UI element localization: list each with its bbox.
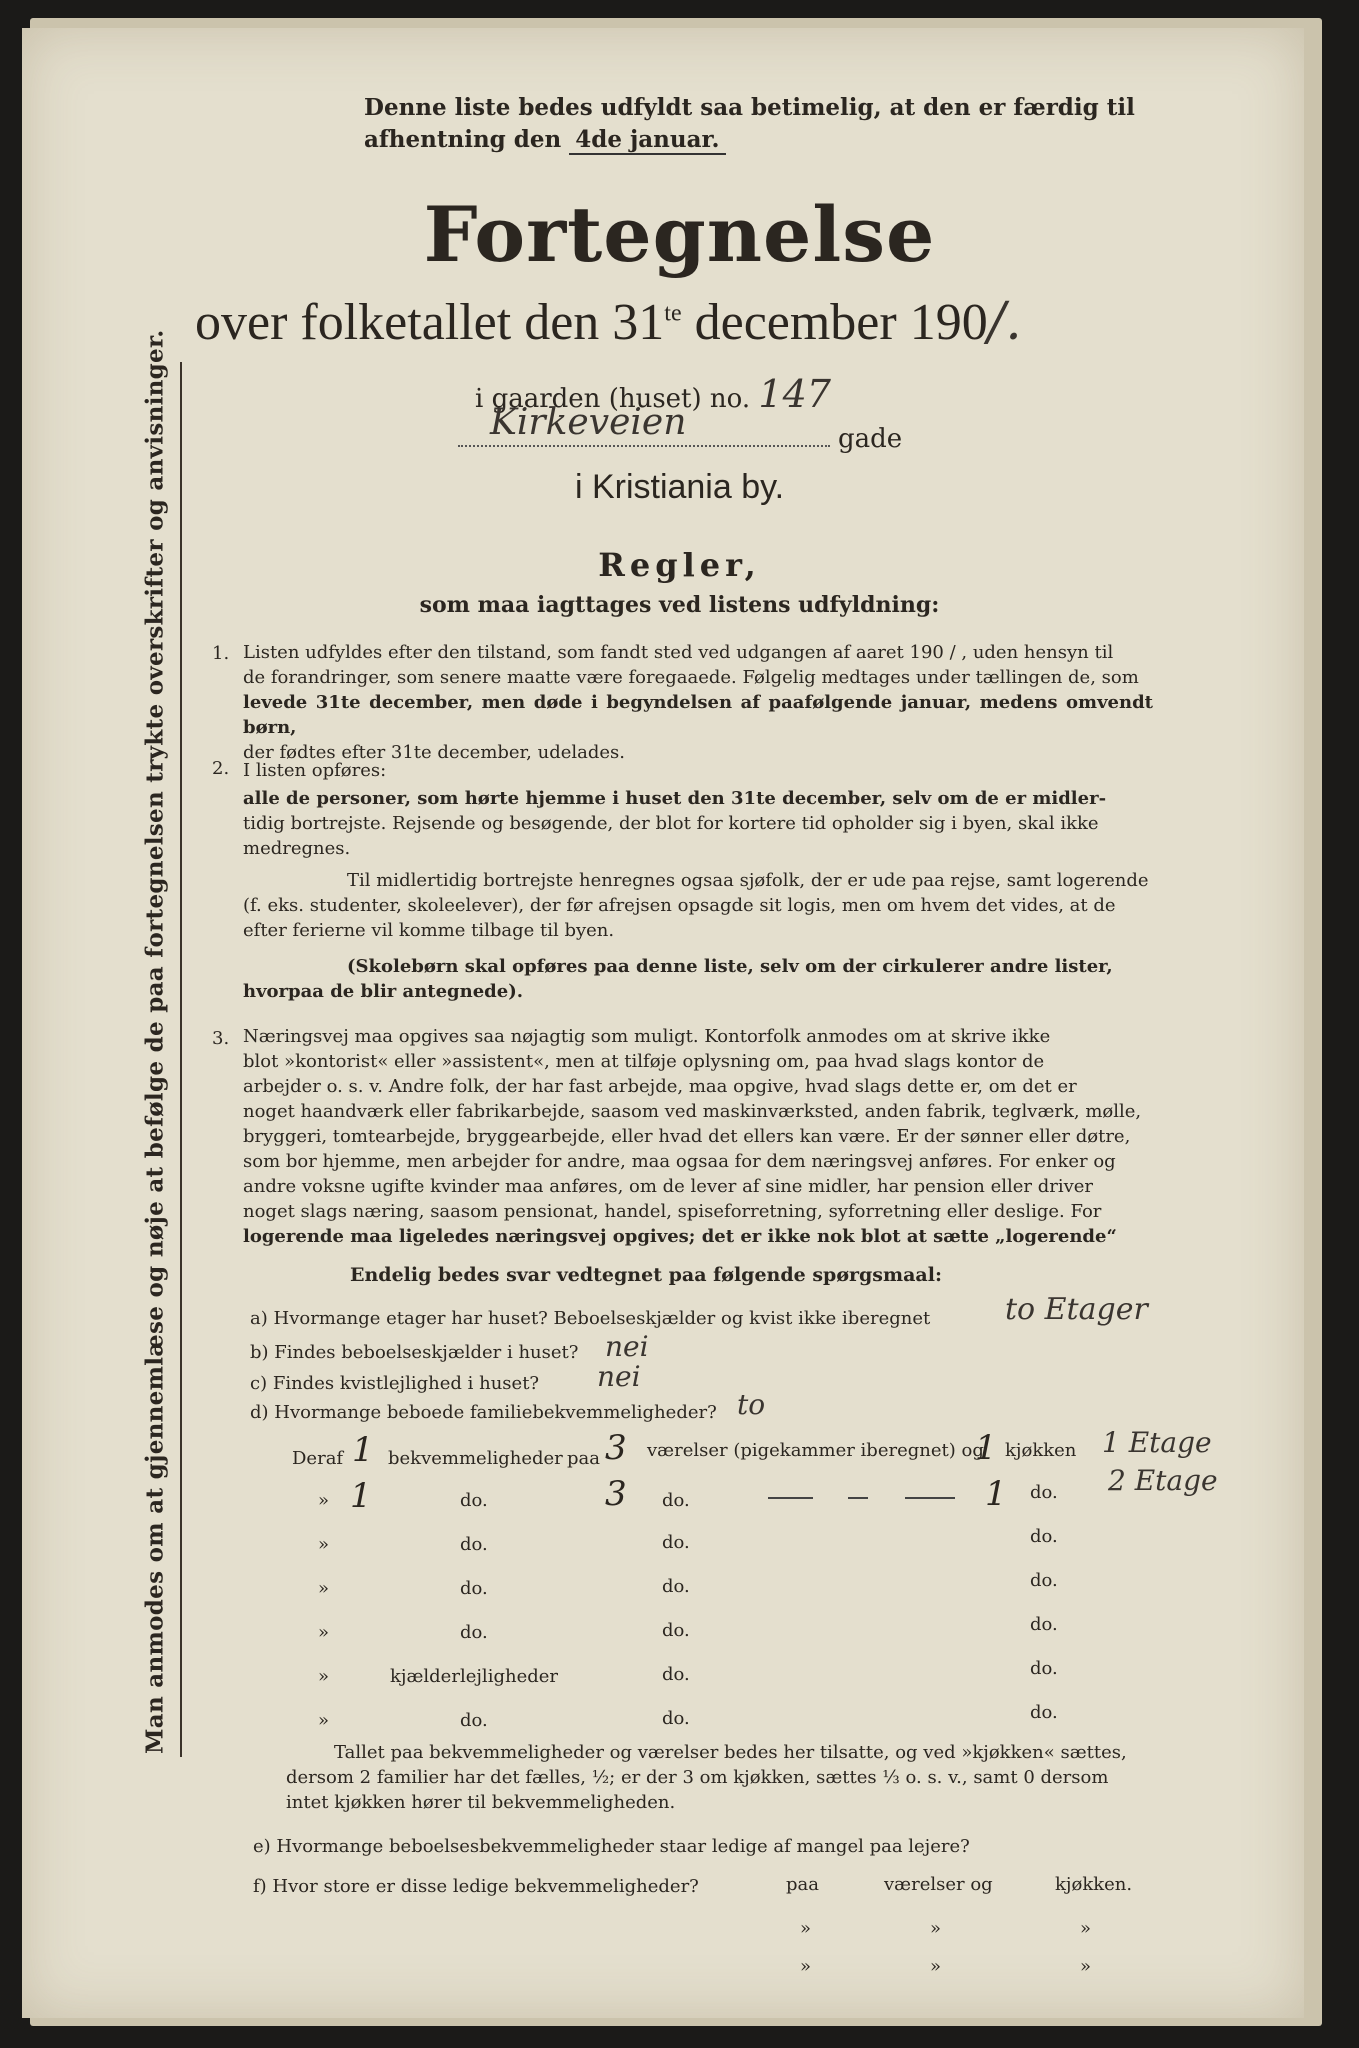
row2-count: 1 — [350, 1476, 372, 1516]
question-e-text: Hvormange beboelsesbekvemmeligheder staar ledige af mangel paa lejere? — [276, 1836, 970, 1857]
question-c-label: c) — [250, 1373, 268, 1394]
rule2-intro: I listen opføres: — [243, 760, 387, 781]
rules-heading: Regler, — [598, 546, 761, 584]
row-quote: » — [800, 1956, 812, 1977]
tallet-text — [286, 1740, 1161, 1815]
rule2-line: medregnes. — [243, 838, 351, 859]
deraf-label: Deraf — [292, 1448, 344, 1469]
row-do: do. — [460, 1710, 488, 1731]
question-a — [250, 1308, 930, 1329]
question-e-label: e) — [253, 1836, 271, 1857]
row-quote: » — [930, 1918, 942, 1939]
street-dotted-line — [458, 445, 830, 447]
row-quote: » — [318, 1534, 330, 1555]
tallet-line: dersom 2 familier har det fælles, ½; er der 3 om kjøkken, sættes ⅓ o. s. v., samt 0 dersom — [286, 1767, 1109, 1788]
row-do: do. — [662, 1708, 690, 1729]
rule3-line: blot »kontorist« eller »assistent«, men at tilføje oplysning om, paa hvad slags kontor de — [243, 1051, 1045, 1072]
rule2-para3-line: (Skolebørn skal opføres paa denne liste, selv om der cirkulerer andre lister, — [347, 956, 1113, 977]
question-d-answer: to — [737, 1388, 766, 1421]
row-quote: » — [318, 1578, 330, 1599]
question-b-text: Findes beboelseskjælder i huset? — [274, 1342, 579, 1363]
rule2-para2-line: efter ferierne vil komme tilbage til byen. — [243, 920, 615, 941]
rules-subheading: som maa iagttages ved listens udfyldning: — [419, 592, 940, 618]
row1-count: 1 — [352, 1430, 374, 1470]
row-do: do. — [1030, 1658, 1058, 1679]
rule3-line: som bor hjemme, men arbejder for andre, maa ogsaa for dem næringsvej anføres. For enker og — [243, 1151, 1116, 1172]
row-quote: » — [318, 1666, 330, 1687]
row2-dash — [768, 1497, 813, 1499]
row-do: do. — [460, 1622, 488, 1643]
question-f — [253, 1876, 699, 1897]
rule2-para3-line: hvorpaa de blir antegnede). — [243, 981, 523, 1002]
vaerelser-label: værelser (pigekammer iberegnet) og — [647, 1440, 984, 1461]
row-do: do. — [1030, 1526, 1058, 1547]
rule1-number: 1. — [212, 643, 230, 664]
row2-dash — [848, 1497, 868, 1499]
row2-note: 2 Etage — [1108, 1464, 1218, 1497]
rule2-para2-line: Til midlertidig bortrejste henregnes ogsaa sjøfolk, der er ude paa rejse, samt logerende — [347, 870, 1149, 891]
gaarden-label: i gaarden (huset) no. — [475, 384, 751, 414]
row-quote: » — [930, 1956, 942, 1977]
question-e — [253, 1836, 970, 1857]
rule3-line: andre voksne ugifte kvinder maa anføres, om de lever af sine midler, har pension eller driver — [243, 1176, 1094, 1197]
row-quote: » — [318, 1622, 330, 1643]
question-b-label: b) — [250, 1342, 269, 1363]
rule3-line: arbejder o. s. v. Andre folk, der har fast arbejde, maa opgive, hvad slags dette er, om det er — [243, 1076, 1077, 1097]
tallet-line: intet kjøkken hører til bekvemmeligheden. — [286, 1792, 676, 1813]
question-d-label: d) — [250, 1402, 269, 1423]
row2-do1: do. — [460, 1490, 488, 1511]
question-c-text: Findes kvistlejlighed i huset? — [272, 1373, 540, 1394]
row-quote: » — [318, 1710, 330, 1731]
sidebar-text: Man anmodes om at gjennemlæse og nøje at befølge de paa fortegnelsen trykte overskrifter og anvisninger. — [141, 329, 169, 1754]
rule3-text — [243, 1024, 1153, 1249]
rule2-line: tidig bortrejste. Rejsende og besøgende, der blot for kortere tid opholder sig i byen, skal ikke — [243, 813, 1099, 834]
notice-line2-prefix: afhentning den — [364, 126, 562, 153]
rule3-line: bryggeri, tomtearbejde, bryggearbejde, eller hvad det ellers kan være. Er der sønner eller døtre, — [243, 1126, 1131, 1147]
notice-line2 — [364, 124, 1135, 156]
row2-do3: do. — [1030, 1482, 1058, 1503]
row-do: do. — [1030, 1614, 1058, 1635]
question-f-label: f) — [253, 1876, 267, 1897]
page-subtitle — [195, 292, 1022, 352]
rule1-line: Listen udfyldes efter den tilstand, som fandt sted ved udgangen af aaret 190 / , uden hensyn til — [243, 642, 1114, 663]
house-number-handwritten: 147 — [758, 372, 831, 416]
question-a-label: a) — [250, 1308, 268, 1329]
rule1-line: levede 31te december, men døde i begyndelsen af paafølgende januar, medens omvendt børn, — [243, 692, 1153, 738]
tallet-line: Tallet paa bekvemmeligheder og værelser bedes her tilsatte, og ved »kjøkken« sættes, — [334, 1742, 1127, 1763]
question-c — [250, 1373, 539, 1394]
question-f-text: Hvor store er disse ledige bekvemmeligheder? — [272, 1876, 699, 1897]
row-do: do. — [460, 1578, 488, 1599]
row2-dash — [905, 1497, 955, 1499]
kjaelder-label: kjælderlejligheder — [390, 1666, 558, 1687]
row-do: do. — [460, 1534, 488, 1555]
question-f-vaerelser: værelser og — [884, 1874, 993, 1895]
rule2-para2 — [243, 868, 1153, 943]
notice-line1: Denne liste bedes udfyldt saa betimelig, at den er færdig til — [364, 94, 1135, 121]
rule1-text — [243, 640, 1153, 765]
question-b — [250, 1342, 578, 1363]
kjokken-label: kjøkken — [1005, 1440, 1077, 1461]
row-quote: » — [1080, 1956, 1092, 1977]
paa-label: paa — [567, 1448, 600, 1469]
row2-quote: » — [318, 1490, 330, 1511]
question-c-answer: nei — [597, 1360, 641, 1393]
rule3-line: noget haandværk eller fabrikarbejde, saasom ved maskinværksted, anden fabrik, teglværk, mølle, — [243, 1101, 1142, 1122]
pickup-notice — [364, 92, 1135, 156]
rule2-line: alle de personer, som hørte hjemme i huset den 31te december, selv om de er midler- — [243, 788, 1107, 809]
question-f-kjokken: kjøkken. — [1055, 1874, 1133, 1895]
row-do: do. — [1030, 1570, 1058, 1591]
rule2-text — [243, 786, 1153, 861]
rule2-para2-line: (f. eks. studenter, skoleelever), der før afrejsen opsagde sit logis, men om hvem det vides, at de — [243, 895, 1116, 916]
row-do: do. — [662, 1532, 690, 1553]
row1-kitchen: 1 — [975, 1428, 997, 1468]
subtitle-prefix: over folketallet den 31 — [195, 294, 665, 351]
subtitle-suffix: december 190 — [694, 294, 988, 351]
row-quote: » — [800, 1918, 812, 1939]
question-f-paa: paa — [786, 1874, 819, 1895]
rule3-number: 3. — [212, 1028, 230, 1049]
question-b-answer: nei — [605, 1330, 649, 1363]
rule1-line: der fødtes efter 31te december, udelades. — [243, 742, 626, 763]
rule3-line: Næringsvej maa opgives saa nøjagtig som muligt. Kontorfolk anmodes om at skrive ikke — [243, 1026, 1051, 1047]
rule2-schoolchildren — [243, 954, 1153, 1004]
row2-rooms: 3 — [605, 1474, 627, 1514]
row1-note: 1 Etage — [1102, 1426, 1212, 1459]
street-name-handwritten: Kirkeveien — [490, 402, 687, 443]
row-do: do. — [1030, 1702, 1058, 1723]
row-do: do. — [662, 1664, 690, 1685]
question-d-text: Hvormange beboede familiebekvemmeligheder? — [274, 1402, 717, 1423]
question-d — [250, 1402, 717, 1423]
bekv-label: bekvemmeligheder — [388, 1448, 563, 1469]
page-title: Fortegnelse — [423, 190, 936, 279]
row-do: do. — [662, 1576, 690, 1597]
rule3-line: logerende maa ligeledes næringsvej opgives; det er ikke nok blot at sætte „logerende“ — [243, 1226, 1117, 1247]
subtitle-sup: te — [664, 300, 682, 327]
rule3-line: noget slags næring, saasom pensionat, handel, spiseforretning, syforretning eller deslige. For — [243, 1201, 1102, 1222]
row-do: do. — [662, 1620, 690, 1641]
question-a-answer: to Etager — [1005, 1292, 1148, 1327]
year-handwritten: /. — [987, 292, 1022, 352]
rule1-line: de forandringer, som senere maatte være foregaaede. Følgelig medtages under tællingen de, som — [243, 667, 1139, 688]
row2-kitchen: 1 — [985, 1474, 1007, 1514]
gade-label: gade — [838, 424, 903, 454]
pickup-date: 4de januar. — [569, 126, 725, 155]
city-line: i Kristiania by. — [574, 468, 785, 506]
questions-heading: Endelig bedes svar vedtegnet paa følgende spørgsmaal: — [350, 1264, 942, 1286]
rule2-number: 2. — [212, 758, 230, 779]
row-quote: » — [1080, 1918, 1092, 1939]
row2-do2: do. — [662, 1490, 690, 1511]
question-a-text: Hvormange etager har huset? Beboelseskjælder og kvist ikke iberegnet — [273, 1308, 931, 1329]
row1-rooms: 3 — [605, 1428, 627, 1468]
